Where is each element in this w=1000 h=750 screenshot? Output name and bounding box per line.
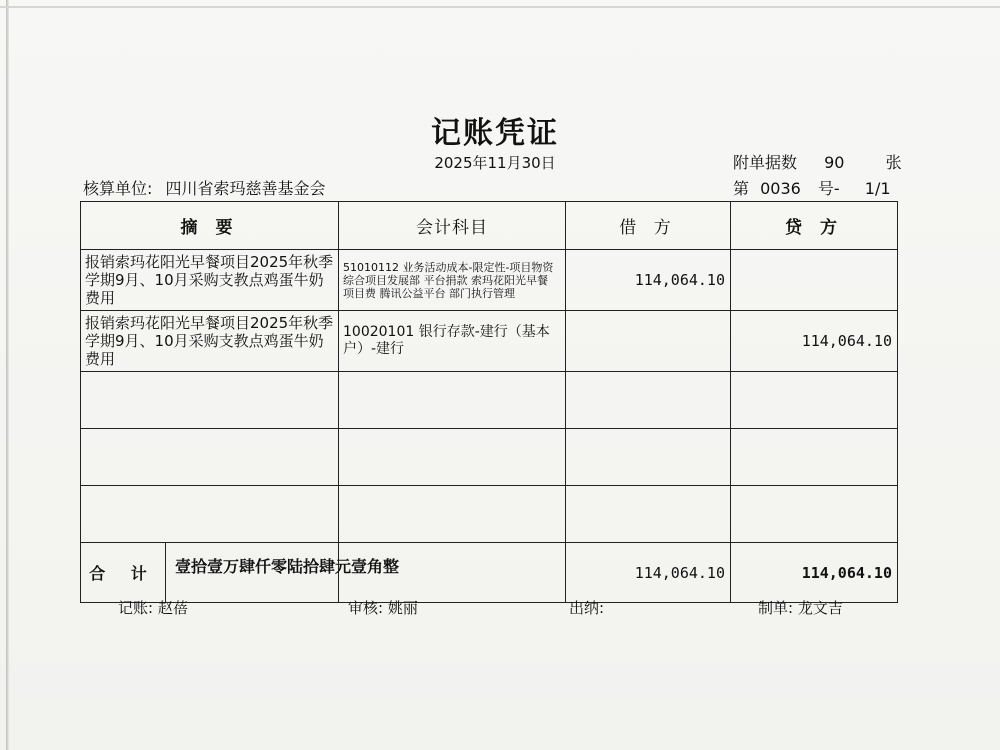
empty-cell <box>81 429 339 486</box>
empty-cell <box>731 372 898 429</box>
entry-credit: 114,064.10 <box>731 311 898 372</box>
scan-edge-left <box>6 0 9 750</box>
accounting-unit-label: 核算单位: <box>83 179 153 198</box>
total-label: 合 计 <box>81 543 166 602</box>
attachment-number: 90 <box>824 153 845 172</box>
empty-cell <box>339 372 566 429</box>
empty-cell <box>566 372 731 429</box>
voucher-page: 1/1 <box>864 179 891 198</box>
voucher-number-prefix: 第 <box>733 179 750 198</box>
empty-cell <box>81 486 339 543</box>
voucher-title: 记账凭证 <box>431 116 559 151</box>
voucher-number-suffix: 号- <box>817 179 840 198</box>
entry-debit: 114,064.10 <box>566 250 731 311</box>
table-row <box>81 250 898 311</box>
attachment-unit: 张 <box>885 153 902 172</box>
entry-summary: 报销索玛花阳光早餐项目2025年秋季学期9月、10月采购支教点鸡蛋牛奶费用 <box>81 311 339 372</box>
attachment-label: 附单据数 <box>733 153 798 172</box>
entry-debit <box>566 311 731 372</box>
voucher-number-value: 0036 <box>760 179 801 198</box>
header-account: 会计科目 <box>339 202 566 250</box>
empty-row <box>81 429 898 486</box>
signature-line <box>118 597 878 621</box>
voucher-table <box>80 201 898 603</box>
table-row <box>81 311 898 372</box>
entry-account: 10020101 银行存款-建行（基本户）-建行 <box>339 311 566 372</box>
voucher-date: 2025年11月30日 <box>434 154 556 172</box>
preparer-signature: 制单: 龙文吉 <box>758 599 843 617</box>
empty-cell <box>339 429 566 486</box>
header-summary: 摘 要 <box>81 202 339 250</box>
table-header-row <box>81 202 898 250</box>
entry-credit <box>731 250 898 311</box>
accounting-unit-value: 四川省索玛慈善基金会 <box>165 179 326 198</box>
empty-cell <box>731 486 898 543</box>
voucher-number <box>733 176 891 199</box>
attachment-count <box>733 150 902 173</box>
total-debit: 114,064.10 <box>566 543 731 603</box>
entry-account: 51010112 业务活动成本-限定性-项目物资 综合项目发展部 平台捐款 索玛花阳光早餐 项目费 腾讯公益平台 部门执行管理 <box>339 250 566 311</box>
empty-cell <box>566 429 731 486</box>
empty-cell <box>339 486 566 543</box>
header-debit: 借 方 <box>566 202 731 250</box>
reviewer-signature: 审核: 姚丽 <box>348 599 418 617</box>
empty-cell <box>81 372 339 429</box>
accounting-unit <box>83 176 326 199</box>
bookkeeper-signature: 记账: 赵蓓 <box>118 599 188 617</box>
cashier-signature: 出纳: <box>569 599 605 617</box>
empty-row <box>81 486 898 543</box>
scan-edge-top <box>0 6 1000 8</box>
total-credit: 114,064.10 <box>731 543 898 603</box>
empty-cell <box>731 429 898 486</box>
header-credit: 贷 方 <box>731 202 898 250</box>
total-amount-words: 壹拾壹万肆仟零陆拾肆元壹角整 <box>175 557 400 576</box>
entry-summary: 报销索玛花阳光早餐项目2025年秋季学期9月、10月采购支教点鸡蛋牛奶费用 <box>81 250 339 311</box>
empty-row <box>81 372 898 429</box>
empty-cell <box>566 486 731 543</box>
